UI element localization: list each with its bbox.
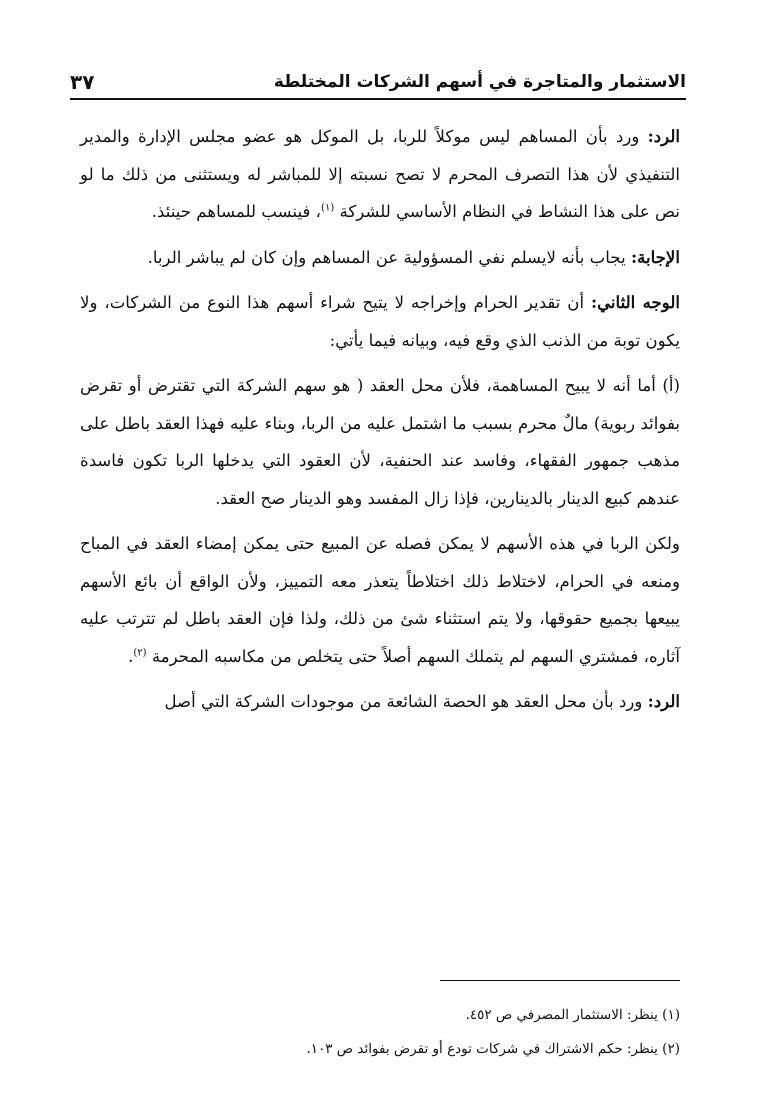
body-text [80, 118, 680, 729]
paragraph [80, 284, 680, 359]
paragraph-text: يجاب بأنه لايسلم نفي المسؤولية عن المساهم وإن كان لم يباشر الربا. [147, 247, 631, 267]
paragraph [80, 525, 680, 675]
paragraph-text: أن تقدير الحرام وإخراجه لا يتيح شراء أسهم هذا النوع من الشركات، ولا يكون توبة من الذنب الذي وقع فيه، وبيانه فيما يأتي: [80, 293, 680, 350]
paragraph-tail: . [128, 646, 134, 666]
paragraph-label: الإجابة: [630, 246, 680, 267]
paragraph-text: ولكن الربا في هذه الأسهم لا يمكن فصله عن المبيع حتى يمكن إمضاء العقد في المباح ومنعه في الحرام، لاختلاط ذلك اختلاطاً يتعذر معه التمييز، ولأن الواقع أن بائع الأسهم يبيعها بجميع حقوقها، ولا يتم استثناء شئ من ذلك، ولذا فإن العقد باطل لم تترتب عليه آثاره، فمشتري السهم لم يتملك السهم أصلاً حتى يتخلص من مكاسبه المحرمة [80, 534, 681, 666]
paragraph-label: الرد: [647, 691, 680, 711]
footnote: (١) ينظر: الاستثمار المصرفي ص ٤٥٢. [465, 1007, 680, 1023]
header-title: الاستثمار والمتاجرة في أسهم الشركات المختلطة [273, 72, 686, 92]
footnotes [80, 998, 680, 1066]
paragraph-text: ورد بأن المساهم ليس موكلاً للربا، بل الموكل هو عضو مجلس الإدارة والمدير التنفيذي لأن هذا التصرف المحرم لا تصح نسبته إلا للمباشر له ويستثنى من ذلك ما لو نص على هذا النشاط في النظام الأساسي للشركة [80, 127, 680, 221]
footnote-ref: (٢) [133, 646, 147, 658]
paragraph-text: ورد بأن محل العقد هو الحصة الشائعة من موجودات الشركة التي أصل [164, 692, 648, 711]
paragraph [80, 367, 680, 517]
footnote-separator [440, 980, 680, 981]
footnote: (٢) ينظر: حكم الاشتراك في شركات تودع أو تقرض بفوائد ص ١٠٣. [306, 1041, 680, 1057]
paragraph-text: (أ) أما أنه لا يبيح المساهمة، فلأن محل العقد ( هو سهم الشركة التي تقترض أو تقرض بفوائد ربوية) مالٌ محرم بسبب ما اشتمل عليه من الربا، وبناء عليه فهذا العقد باطل على مذهب جمهور الفقهاء، وفاسد عند الحنفية، لأن العقود التي يدخلها الربا تكون فاسدة عندهم كبيع الدينار بالدينارين، فإذا زال المفسد وهو الدينار صح العقد. [80, 376, 681, 508]
paragraph [80, 683, 680, 721]
paragraph [80, 118, 680, 231]
page-number: ٣٧ [70, 70, 95, 94]
paragraph-label: الوجه الثاني: [590, 292, 680, 312]
footnote-ref: (١) [321, 202, 335, 214]
running-header [70, 62, 686, 100]
paragraph [80, 239, 680, 277]
paragraph-tail: ، فينسب للمساهم حينئذ. [151, 202, 322, 221]
paragraph-label: الرد: [647, 126, 680, 146]
